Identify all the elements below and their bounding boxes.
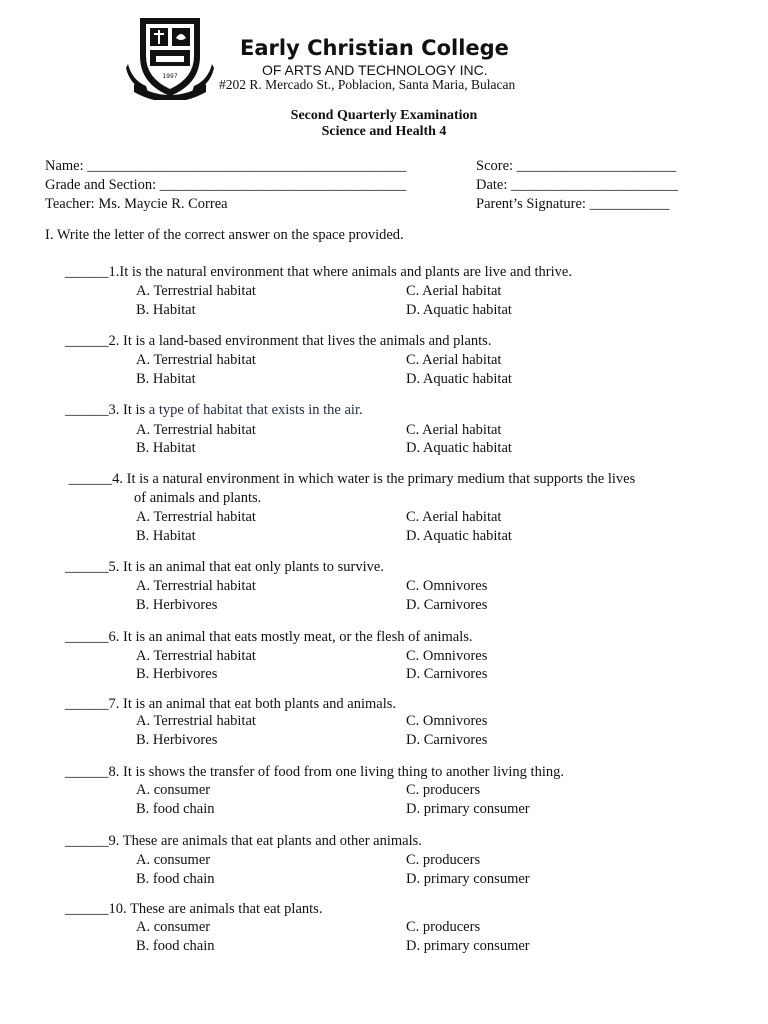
question-10-option-a: A. consumer (136, 919, 211, 935)
question-5-option-d: D. Carnivores (406, 597, 488, 613)
question-5-option-c: C. Omnivores (406, 578, 488, 594)
question-1-option-c: C. Aerial habitat (406, 283, 502, 299)
question-6-option-d: D. Carnivores (406, 666, 488, 682)
question-10-option-b: B. food chain (136, 938, 215, 954)
question-9-option-c: C. producers (406, 852, 481, 868)
question-3-stem-highlight: a type of habitat that exists in the air. (148, 402, 363, 418)
grade-section-field[interactable]: Grade and Section: __________________________________ (45, 177, 407, 193)
question-3-option-d: D. Aquatic habitat (406, 440, 512, 456)
question-4-stem: ______4. It is a natural environment in which water is the primary medium that supports the lives (65, 471, 636, 487)
question-3-option-b: B. Habitat (136, 440, 196, 456)
question-1-option-d: D. Aquatic habitat (406, 302, 512, 318)
question-4-stem-continued: of animals and plants. (134, 490, 262, 506)
exam-subject: Science and Health 4 (321, 124, 447, 139)
question-5-option-a: A. Terrestrial habitat (136, 578, 256, 594)
question-2-option-d: D. Aquatic habitat (406, 371, 512, 387)
school-address: #202 R. Mercado St., Poblacion, Santa Maria, Bulacan (219, 77, 516, 92)
question-2-option-a: A. Terrestrial habitat (136, 352, 256, 368)
question-1-option-b: B. Habitat (136, 302, 196, 318)
question-4-option-d: D. Aquatic habitat (406, 528, 512, 544)
question-7-stem: ______7. It is an animal that eat both plants and animals. (65, 696, 397, 712)
teacher-label: Teacher: Ms. Maycie R. Correa (45, 196, 228, 212)
question-6-option-a: A. Terrestrial habitat (136, 648, 256, 664)
school-logo (126, 14, 214, 100)
svg-text:1997: 1997 (162, 73, 178, 80)
question-8-option-b: B. food chain (136, 801, 215, 817)
question-5-stem: ______5. It is an animal that eat only plants to survive. (65, 559, 384, 575)
question-2-option-c: C. Aerial habitat (406, 352, 502, 368)
question-7-option-d: D. Carnivores (406, 732, 488, 748)
question-7-option-c: C. Omnivores (406, 713, 488, 729)
question-4-option-c: C. Aerial habitat (406, 509, 502, 525)
question-4-option-b: B. Habitat (136, 528, 196, 544)
question-10-stem: ______10. These are animals that eat plants. (65, 901, 323, 917)
question-8-option-a: A. consumer (136, 782, 211, 798)
question-10-option-c: C. producers (406, 919, 481, 935)
exam-title: Second Quarterly Examination (290, 108, 478, 123)
question-8-option-d: D. primary consumer (406, 801, 530, 817)
school-crest-icon (126, 14, 214, 100)
score-field[interactable]: Score: ______________________ (476, 158, 677, 174)
question-6-option-c: C. Omnivores (406, 648, 488, 664)
question-9-stem: ______9. These are animals that eat plants and other animals. (65, 833, 422, 849)
question-3-stem-prefix: ______3. It is (65, 402, 149, 418)
school-subtitle: OF ARTS AND TECHNOLOGY INC. (262, 62, 488, 78)
name-field[interactable]: Name: ____________________________________________ (45, 158, 407, 174)
question-7-option-a: A. Terrestrial habitat (136, 713, 256, 729)
question-3-option-c: C. Aerial habitat (406, 422, 502, 438)
question-3-option-a: A. Terrestrial habitat (136, 422, 256, 438)
question-4-option-a: A. Terrestrial habitat (136, 509, 256, 525)
question-3-stem (65, 402, 363, 419)
question-7-option-b: B. Herbivores (136, 732, 218, 748)
question-9-option-d: D. primary consumer (406, 871, 530, 887)
question-6-option-b: B. Herbivores (136, 666, 218, 682)
parent-signature-field[interactable]: Parent’s Signature: ___________ (476, 196, 670, 212)
question-8-stem: ______8. It is shows the transfer of food from one living thing to another living thing. (65, 764, 564, 780)
instructions: I. Write the letter of the correct answer on the space provided. (45, 227, 404, 243)
date-field[interactable]: Date: _______________________ (476, 177, 678, 193)
question-2-option-b: B. Habitat (136, 371, 196, 387)
question-8-option-c: C. producers (406, 782, 481, 798)
question-2-stem: ______2. It is a land-based environment that lives the animals and plants. (65, 333, 492, 349)
question-9-option-a: A. consumer (136, 852, 211, 868)
question-1-option-a: A. Terrestrial habitat (136, 283, 256, 299)
question-9-option-b: B. food chain (136, 871, 215, 887)
question-10-option-d: D. primary consumer (406, 938, 530, 954)
question-5-option-b: B. Herbivores (136, 597, 218, 613)
school-name: Early Christian College (240, 36, 509, 60)
question-1-stem: ______1.It is the natural environment that where animals and plants are live and thrive. (65, 264, 572, 280)
question-6-stem: ______6. It is an animal that eats mostly meat, or the flesh of animals. (65, 629, 473, 645)
